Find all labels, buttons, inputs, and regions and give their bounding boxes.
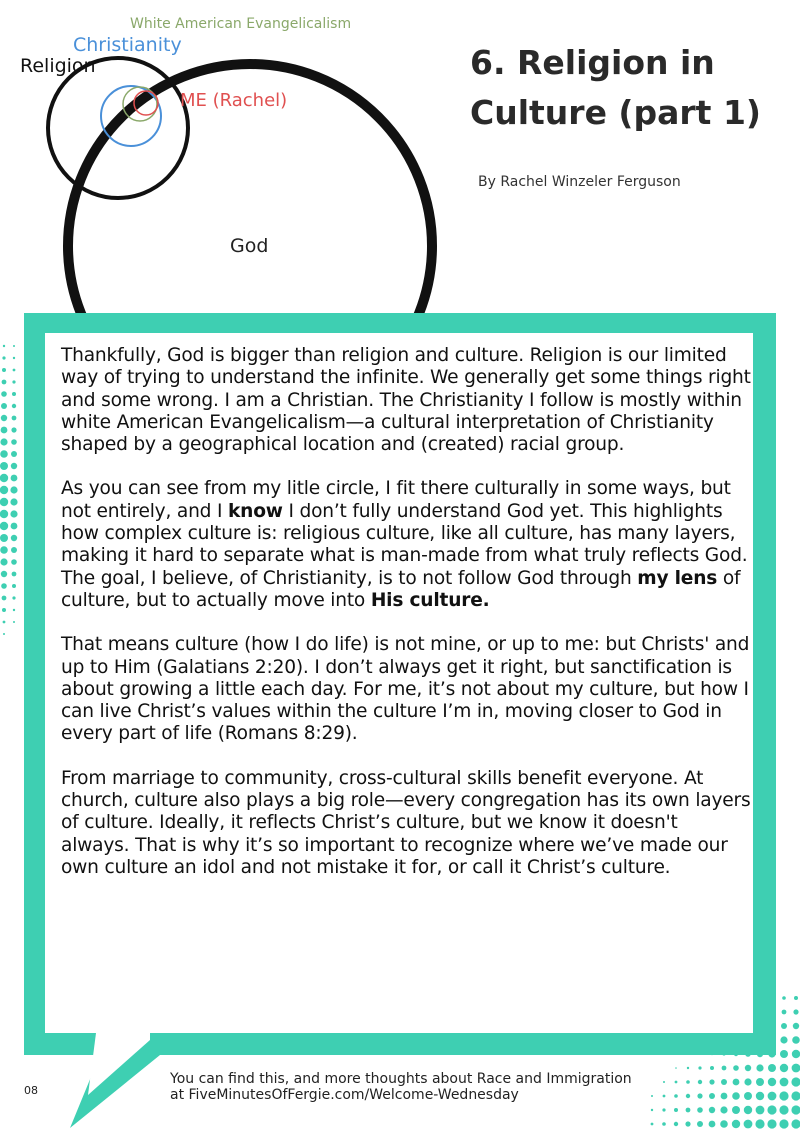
article-body xyxy=(61,345,751,901)
paragraph-2-part-c: I don’t fully understand God yet. This highlights how complex culture is: religious culture, like all culture, has many layers, making it hard to separate what is man-made from what truly reflects God. The goal, I believe, of Christianity, is to not follow God through xyxy=(61,500,748,589)
title-line-1: 6. Religion in xyxy=(470,43,715,82)
emphasis-his-culture: His culture. xyxy=(370,589,490,611)
paragraph-2-part-e: of culture, but to actually move into xyxy=(61,567,741,611)
page-number: 08 xyxy=(24,1084,38,1097)
emphasis-my-lens: my lens xyxy=(637,567,718,589)
title-line-2: Culture (part 1) xyxy=(470,93,761,132)
byline: By Rachel Winzeler Ferguson xyxy=(478,174,681,190)
wae-label: White American Evangelicalism xyxy=(130,16,352,32)
paragraph-3: That means culture (how I do life) is not mine, or up to me: but Christs' and up to Him (Galatians 2:20). I don’t always get it right, but sanctification is about growing a little each day. For me, it’s not about my culture, but how I can live Christ’s values within the culture I’m in, moving closer to God in every part of life (Romans 8:29). xyxy=(61,634,750,745)
paragraph-1: Thankfully, God is bigger than religion and culture. Religion is our limited way of trying to understand the infinite. We generally get some things right and some wrong. I am a Christian. The Christianity I follow is mostly within white American Evangelicalism—a cultural interpretation of Christianity shaped by a geographical location and (created) racial group. xyxy=(61,345,751,456)
footer-note xyxy=(170,1071,632,1103)
paragraph-2 xyxy=(61,478,751,612)
footer-line-1: You can find this, and more thoughts about Race and Immigration xyxy=(170,1071,632,1087)
god-label: God xyxy=(230,235,269,257)
emphasis-know: know xyxy=(228,500,283,522)
religion-label: Religion xyxy=(20,55,96,77)
paragraph-2-part-a: As you can see from my litle circle, I fit there culturally in some ways, but not entirely, and I xyxy=(61,478,731,522)
christianity-label: Christianity xyxy=(73,34,182,56)
paragraph-4: From marriage to community, cross-cultural skills benefit everyone. At church, culture also plays a big role—every congregation has its own layers of culture. Ideally, it reflects Christ’s culture, but we know it doesn't always. That is why it’s so important to recognize where we’ve made our own culture an idol and not mistake it for, or call it Christ’s culture. xyxy=(61,767,751,878)
footer-link[interactable]: at FiveMinutesOfFergie.com/Welcome-Wednesday xyxy=(170,1087,519,1103)
me-label: ME (Rachel) xyxy=(180,90,288,111)
